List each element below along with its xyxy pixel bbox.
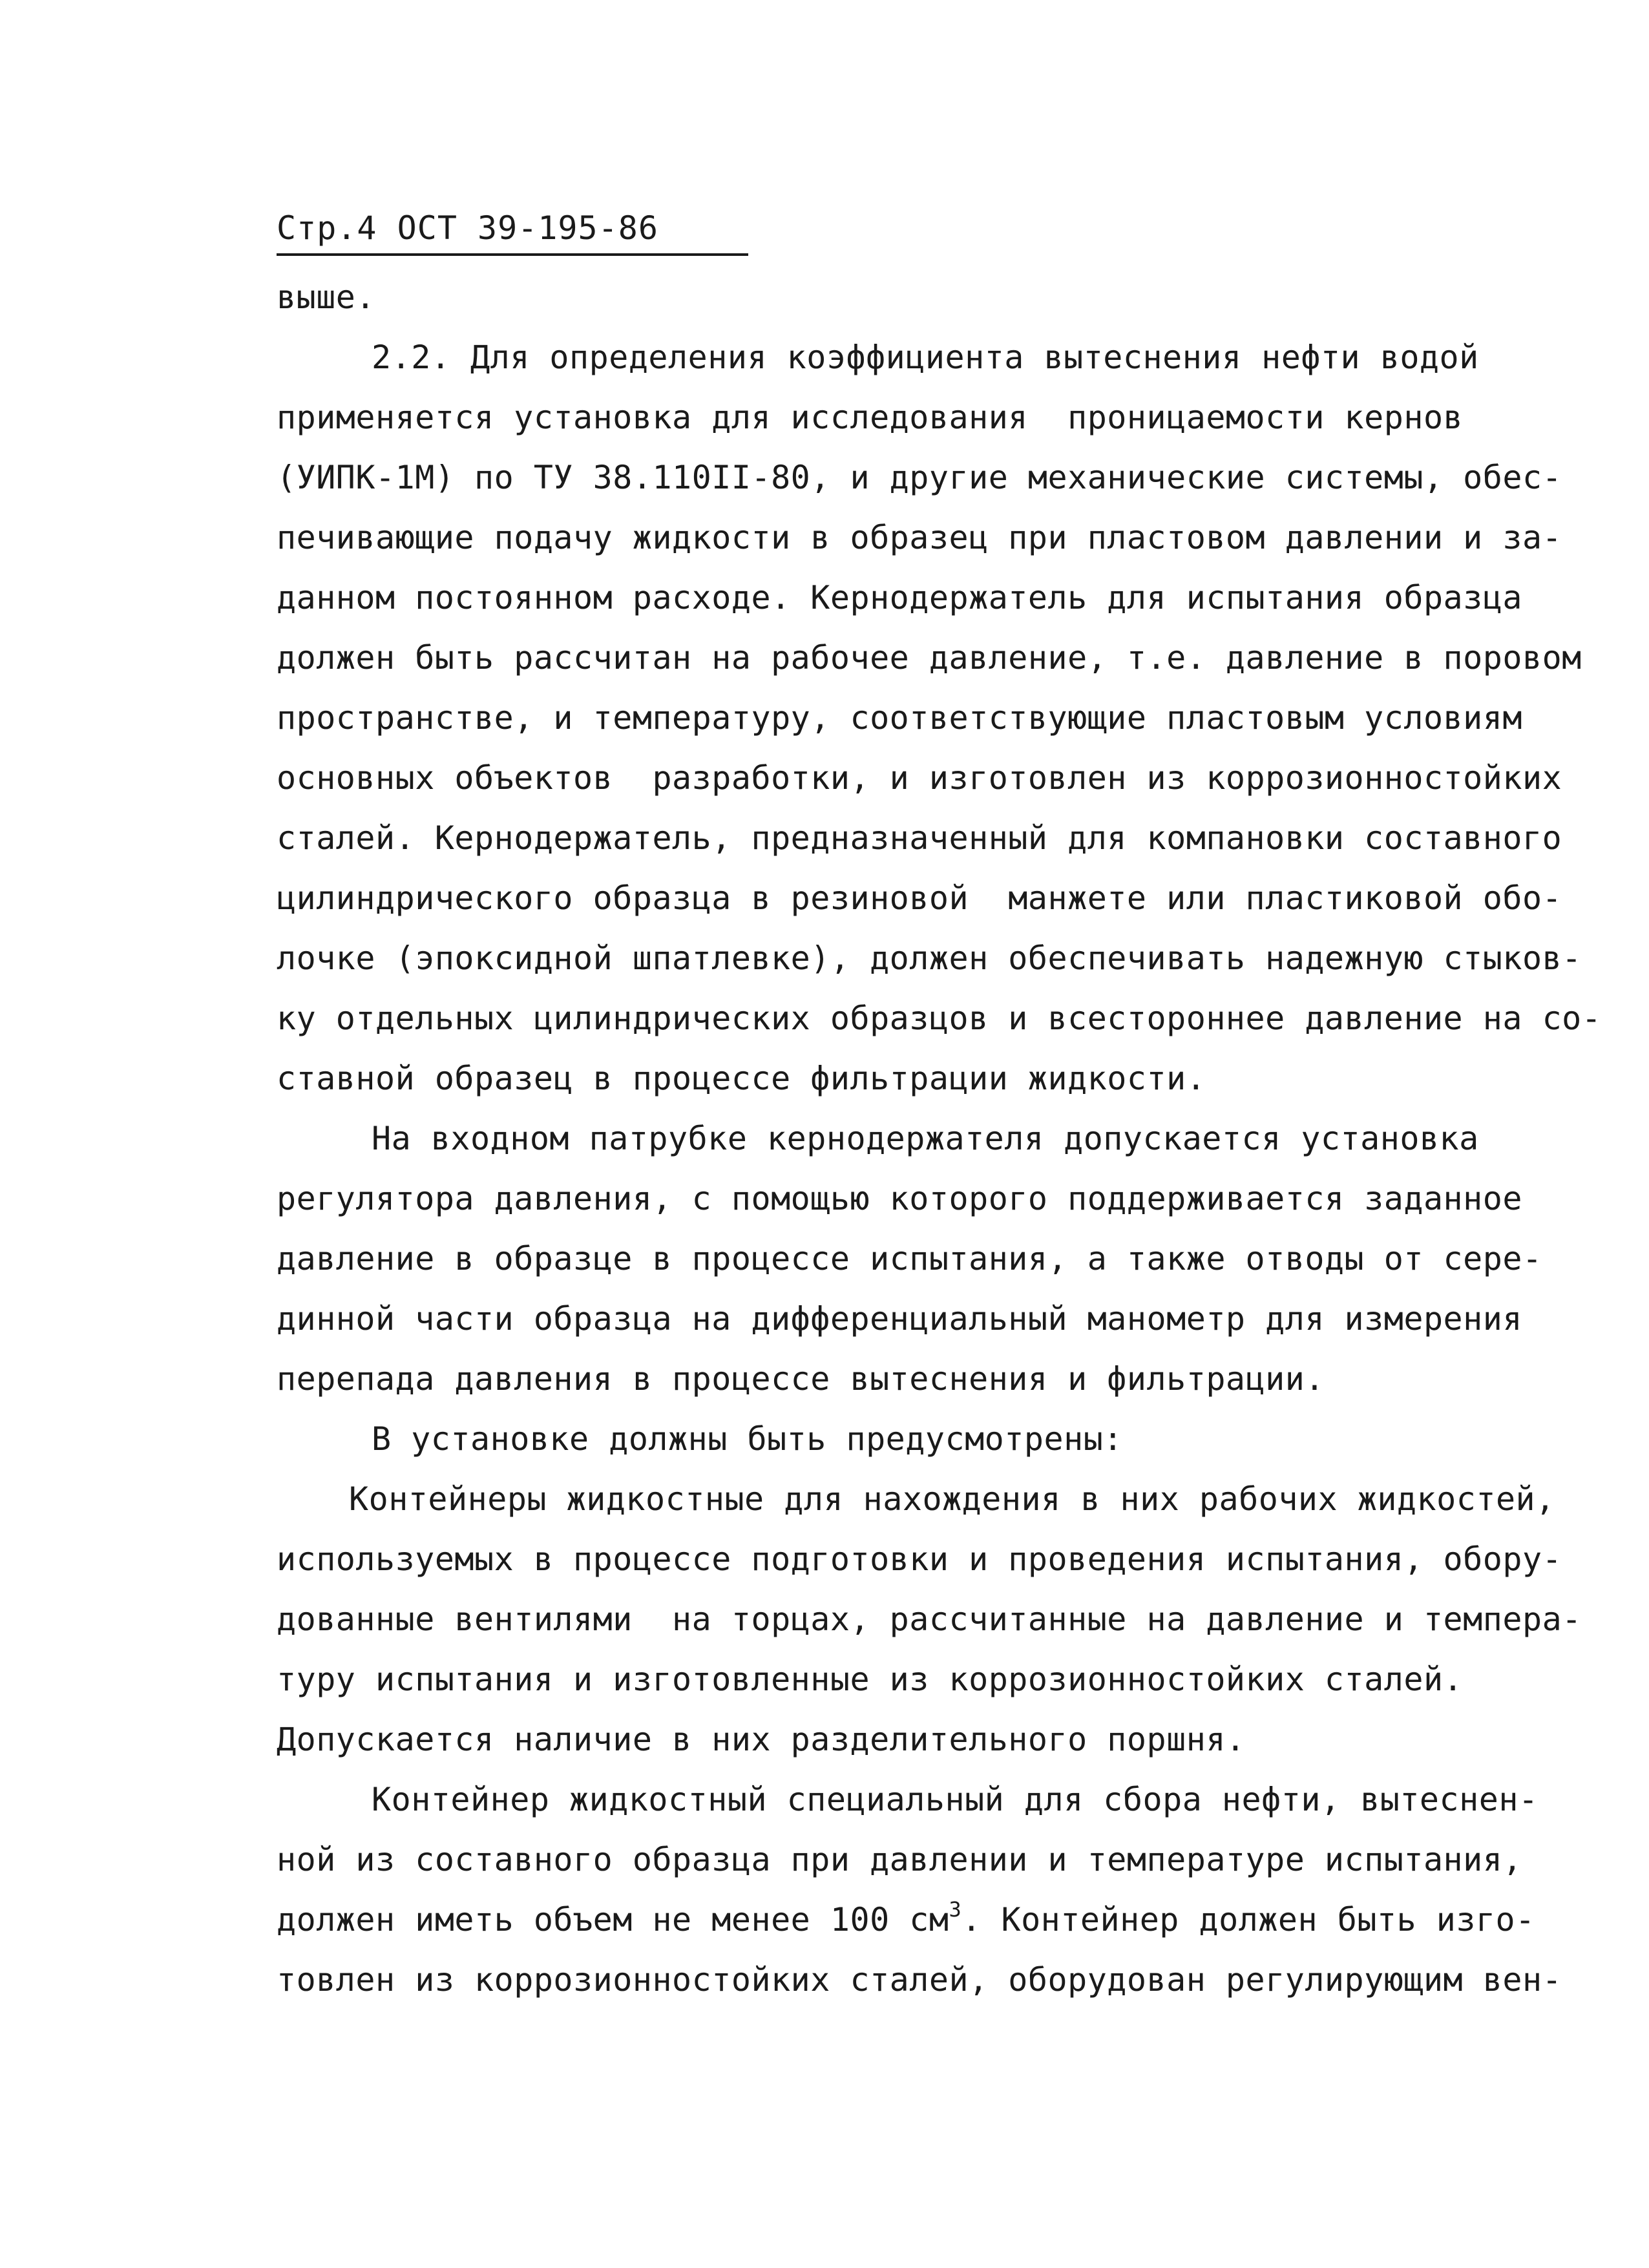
text-line: выше. — [277, 278, 376, 316]
text-line: 2.2. Для определения коэффициента вытеснения нефти водой — [372, 339, 1479, 376]
text-line: перепада давления в процессе вытеснения и фильтрации. — [277, 1360, 1325, 1398]
text-line: (УИПК-1М) по ТУ 38.110II-80, и другие механические системы, обес- — [277, 459, 1562, 496]
text-line: регулятора давления, с помощью которого поддерживается заданное — [277, 1180, 1522, 1217]
text-line: применяется установка для исследования проницаемости кернов — [277, 399, 1464, 436]
text-line: товлен из коррозионностойких сталей, оборудован регулирующим вен- — [277, 1961, 1562, 1999]
text-segment: . Контейнер должен быть изго- — [961, 1901, 1535, 1938]
text-line: основных объектов разработки, и изготовлен из коррозионностойких — [277, 759, 1562, 797]
text-line — [277, 1897, 1535, 1942]
text-line: лочке (эпоксидной шпатлевке), должен обеспечивать надежную стыков- — [277, 940, 1582, 977]
text-line: На входном патрубке кернодержателя допускается установка — [372, 1120, 1479, 1157]
text-line: В установке должны быть предусмотрены: — [372, 1420, 1123, 1458]
text-line: ной из составного образца при давлении и температуре испытания, — [277, 1841, 1522, 1878]
text-segment: должен иметь объем не менее 100 см — [277, 1901, 949, 1938]
text-line: цилиндрического образца в резиновой манжете или пластиковой обо- — [277, 879, 1562, 917]
text-line: дованные вентилями на торцах, рассчитанные на давление и темпера- — [277, 1601, 1582, 1638]
text-line: ставной образец в процессе фильтрации жидкости. — [277, 1060, 1206, 1097]
header-underline — [277, 253, 748, 256]
text-line: должен быть рассчитан на рабочее давление, т.е. давление в поровом — [277, 639, 1582, 677]
text-line: пространстве, и температуру, соответствующие пластовым условиям — [277, 699, 1522, 737]
text-line: печивающие подачу жидкости в образец при пластовом давлении и за- — [277, 519, 1562, 556]
text-line: туру испытания и изготовленные из коррозионностойких сталей. — [277, 1661, 1464, 1698]
text-line: сталей. Кернодержатель, предназначенный для компановки составного — [277, 819, 1562, 857]
text-line: давление в образце в процессе испытания, а также отводы от сере- — [277, 1240, 1542, 1277]
text-line: используемых в процессе подготовки и проведения испытания, обору- — [277, 1540, 1562, 1578]
text-line: данном постоянном расходе. Кернодержатель для испытания образца — [277, 579, 1522, 616]
text-line: ку отдельных цилиндрических образцов и всестороннее давление на со- — [277, 1000, 1602, 1037]
text-line: Допускается наличие в них разделительного поршня. — [277, 1721, 1246, 1758]
superscript-3: 3 — [949, 1897, 962, 1922]
text-line: Контейнеры жидкостные для нахождения в них рабочих жидкостей, — [349, 1480, 1555, 1518]
text-line: динной части образца на дифференциальный манометр для измерения — [277, 1300, 1522, 1338]
text-line: Контейнер жидкостный специальный для сбора нефти, вытеснен- — [372, 1781, 1539, 1818]
page-header: Стр.4 ОСТ 39-195-86 — [277, 209, 658, 247]
